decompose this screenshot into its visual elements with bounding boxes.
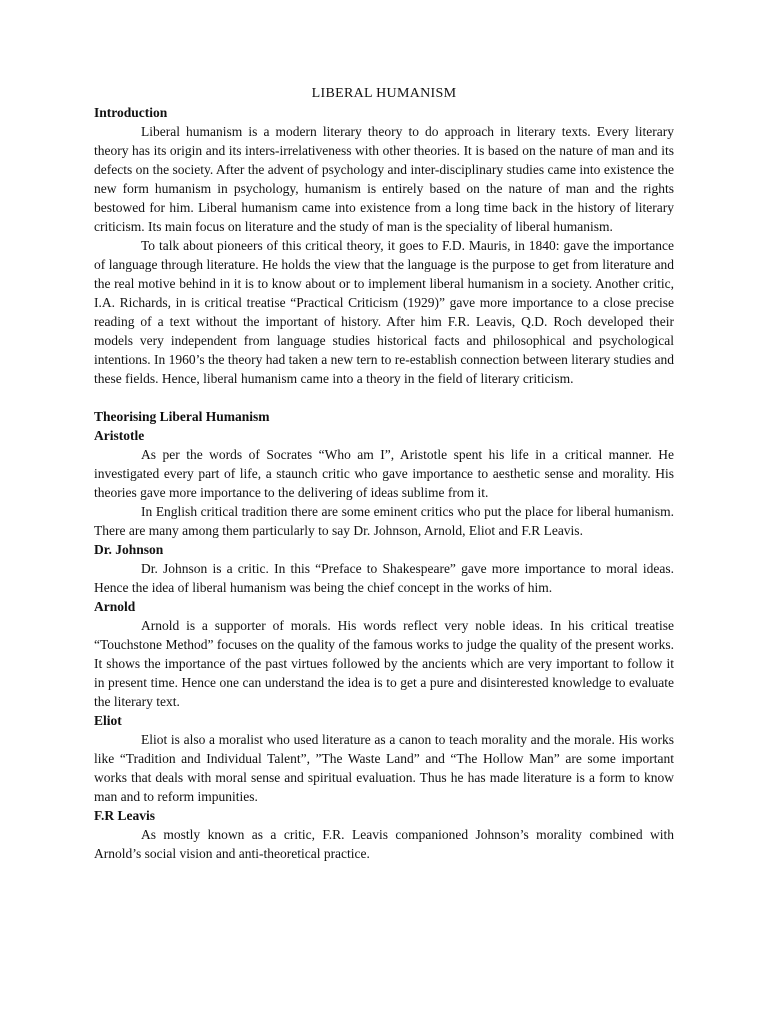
paragraph: Arnold is a supporter of morals. His words reflect very noble ideas. In his critical treatise “Touchstone Method” focuses on the quality of the famous works to judge the quality of the present works. It shows the importance of the past virtues followed by the ancients which are very important to follow it in present time. Hence one can understand the idea is to get a pure and disinterested knowledge to evaluate the literary text. (94, 618, 674, 709)
paragraph: Dr. Johnson is a critic. In this “Preface to Shakespeare” gave more importance to moral ideas. Hence the idea of liberal humanism was being the chief concept in the works of him. (94, 561, 674, 595)
subheading-fr-leavis: F.R Leavis (94, 808, 156, 823)
section-heading-theorising: Theorising Liberal Humanism (94, 409, 270, 424)
subheading-dr-johnson: Dr. Johnson (94, 542, 164, 557)
paragraph: As per the words of Socrates “Who am I”, Aristotle spent his life in a critical manner. He investigated every part of life, a staunch critic who gave importance to aesthetic sense and morality. His theories gave more importance to the delivering of ideas sublime from it. (94, 447, 674, 500)
page-title: LIBERAL HUMANISM (311, 86, 457, 101)
section-heading-introduction: Introduction (94, 105, 168, 120)
subheading-aristotle: Aristotle (94, 428, 145, 443)
subheading-eliot: Eliot (94, 713, 122, 728)
paragraph: Eliot is also a moralist who used literature as a canon to teach morality and the morale. His works like “Tradition and Individual Talent”, ”The Waste Land” and “The Hollow Man” are some important works that deals with moral sense and spiritual evaluation. Thus he has made literature is a form to know man and to reform impunities. (94, 732, 674, 804)
paragraph: Liberal humanism is a modern literary theory to do approach in literary texts. Every literary theory has its origin and its inters-irrelativeness with other theories. It is based on the nature of man and its defects on the society. After the advent of psychology and inter-disciplinary studies came into existence the new form humanism in psychology, humanism is entirely based on the nature of man and the rights bestowed for him. Liberal humanism came into existence from a long time back in the history of literary criticism. Its main focus on literature and the study of man is the speciality of liberal humanism. (94, 124, 674, 234)
paragraph: As mostly known as a critic, F.R. Leavis companioned Johnson’s morality combined with Arnold’s social vision and anti-theoretical practice. (94, 827, 674, 861)
paragraph: In English critical tradition there are some eminent critics who put the place for liberal humanism. There are many among them particularly to say Dr. Johnson, Arnold, Eliot and F.R Leavis. (94, 504, 674, 538)
spacer (94, 388, 674, 407)
paragraph: To talk about pioneers of this critical theory, it goes to F.D. Mauris, in 1840: gave the importance of language through literature. He holds the view that the language is the purpose to get from literature and the real motive behind in it is to know about or to implement liberal humanism in a society. Another critic, I.A. Richards, in is critical treatise “Practical Criticism (1929)” gave more importance to a close precise reading of a text without the important of history. After him F.R. Leavis, Q.D. Roch developed their models very independent from language studies historical facts and philosophical and psychological intentions. In 1960’s the theory had taken a new tern to re-establish connection between literary studies and these fields. Hence, liberal humanism came into a theory in the field of literary criticism. (94, 238, 674, 386)
subheading-arnold: Arnold (94, 599, 136, 614)
